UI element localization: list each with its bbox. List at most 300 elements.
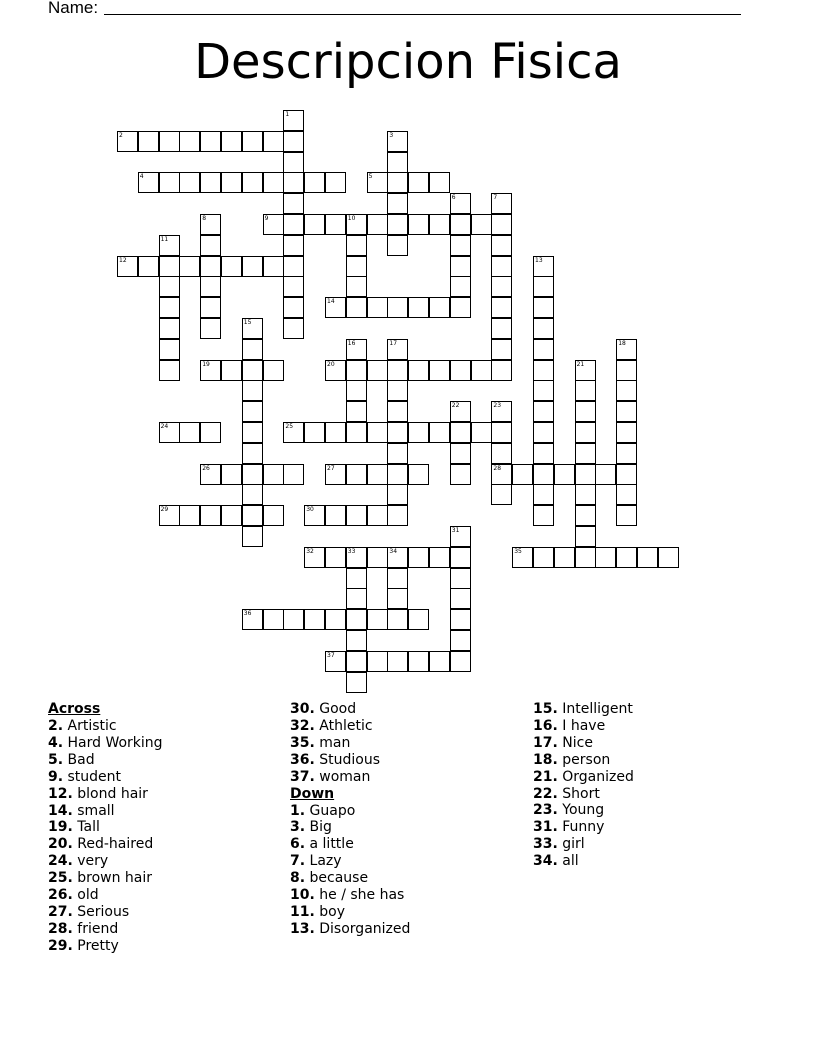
grid-cell[interactable] [367,464,388,485]
clue-item [48,836,163,853]
clue-text: a little [305,836,354,853]
clue-num: 29. [48,937,73,954]
grid-cell[interactable] [387,651,408,672]
grid-cell[interactable] [450,401,471,422]
grid-cell[interactable] [159,505,180,526]
clue-text: all [557,853,579,870]
grid-cell[interactable] [283,297,304,318]
clue-text: blond hair [72,785,148,802]
grid-cell[interactable] [616,360,637,381]
grid-cell[interactable] [325,464,346,485]
grid-cell[interactable] [450,235,471,256]
clue-num: 26. [48,887,73,904]
grid-cell[interactable] [325,214,346,235]
grid-cell[interactable] [304,422,325,443]
clue-num: 34. [533,853,558,870]
grid-cell[interactable] [242,401,263,422]
clue-item [533,701,634,718]
clue-num: 33. [533,836,558,853]
clue-item [290,769,410,786]
clue-text: Nice [557,734,593,751]
grid-cell[interactable] [575,484,596,505]
grid-cell[interactable] [408,547,429,568]
clue-item [48,752,163,769]
grid-cell[interactable] [491,318,512,339]
grid-cell[interactable] [637,547,658,568]
grid-cell[interactable] [429,214,450,235]
grid-cell[interactable] [450,588,471,609]
grid-cell[interactable] [471,214,492,235]
grid-cell[interactable] [367,651,388,672]
grid-cell[interactable] [346,276,367,297]
grid-cell[interactable] [346,672,367,693]
clue-text: Intelligent [557,701,633,717]
grid-cell[interactable] [179,256,200,277]
grid-cell[interactable] [491,193,512,214]
grid-cell[interactable] [616,464,637,485]
grid-cell[interactable] [450,422,471,443]
clue-number: 16 [347,339,356,347]
clue-num: 1. [290,802,306,819]
grid-cell[interactable] [159,297,180,318]
grid-cell[interactable] [325,547,346,568]
grid-cell[interactable] [283,318,304,339]
grid-cell[interactable] [159,318,180,339]
grid-cell[interactable] [263,360,284,381]
grid-cell[interactable] [491,484,512,505]
clue-number: 15 [243,319,252,326]
grid-cell[interactable] [283,276,304,297]
clue-num: 22. [533,785,558,802]
clue-number: 24 [160,423,169,430]
grid-cell[interactable] [346,214,367,235]
clue-number: 23 [493,402,502,410]
grid-cell[interactable] [512,547,533,568]
grid-cell[interactable] [616,484,637,505]
grid-cell[interactable] [450,464,471,485]
grid-cell[interactable] [471,422,492,443]
grid-cell[interactable] [491,297,512,318]
grid-cell[interactable] [367,505,388,526]
clue-text: very [72,853,109,870]
grid-cell[interactable] [263,172,284,193]
grid-cell[interactable] [512,464,533,485]
grid-cell[interactable] [200,256,221,277]
grid-cell[interactable] [533,360,554,381]
clue-number: 37 [327,651,335,659]
grid-cell[interactable] [200,360,221,381]
grid-cell[interactable] [429,547,450,568]
clue-item [48,718,163,735]
grid-cell[interactable] [263,131,284,152]
clue-text: Organized [557,768,634,785]
grid-cell[interactable] [491,276,512,297]
clue-text: Guapo [305,802,356,819]
grid-cell[interactable] [387,360,408,381]
grid-cell[interactable] [533,443,554,464]
grid-cell[interactable] [387,484,408,505]
grid-cell[interactable] [429,651,450,672]
grid-cell[interactable] [346,651,367,672]
grid-cell[interactable] [159,276,180,297]
grid-cell[interactable] [263,609,284,630]
grid-cell[interactable] [367,609,388,630]
grid-cell[interactable] [283,214,304,235]
grid-cell[interactable] [450,443,471,464]
grid-cell[interactable] [616,339,637,360]
grid-cell[interactable] [429,360,450,381]
grid-cell[interactable] [325,422,346,443]
grid-cell[interactable] [304,609,325,630]
clue-number: 27 [327,464,335,472]
grid-cell[interactable] [283,256,304,277]
grid-cell[interactable] [242,422,263,443]
clues-column-3 [533,701,634,870]
grid-cell[interactable] [533,339,554,360]
grid-cell[interactable] [200,422,221,443]
clue-item [48,769,163,786]
grid-cell[interactable] [450,568,471,589]
grid-cell[interactable] [221,256,242,277]
grid-cell[interactable] [387,235,408,256]
grid-cell[interactable] [304,214,325,235]
grid-cell[interactable] [242,131,263,152]
grid-cell[interactable] [450,360,471,381]
clue-num: 18. [533,751,558,768]
grid-cell[interactable] [117,256,138,277]
grid-cell[interactable] [387,214,408,235]
grid-cell[interactable] [325,297,346,318]
grid-cell[interactable] [242,380,263,401]
grid-cell[interactable] [575,443,596,464]
clue-num: 35. [290,734,315,751]
grid-cell[interactable] [387,464,408,485]
grid-cell[interactable] [429,422,450,443]
grid-cell[interactable] [367,172,388,193]
grid-cell[interactable] [200,214,221,235]
grid-cell[interactable] [346,547,367,568]
grid-cell[interactable] [554,464,575,485]
grid-cell[interactable] [304,172,325,193]
grid-cell[interactable] [325,360,346,381]
grid-cell[interactable] [491,422,512,443]
clue-num: 8. [290,870,306,887]
grid-cell[interactable] [387,609,408,630]
grid-cell[interactable] [387,193,408,214]
grid-cell[interactable] [575,401,596,422]
grid-cell[interactable] [533,318,554,339]
grid-cell[interactable] [408,172,429,193]
grid-cell[interactable] [200,464,221,485]
grid-cell[interactable] [616,401,637,422]
grid-cell[interactable] [346,609,367,630]
grid-cell[interactable] [283,464,304,485]
grid-cell[interactable] [450,214,471,235]
grid-cell[interactable] [533,380,554,401]
clue-item [290,904,410,921]
clue-number: 31 [451,527,460,534]
clue-number: 14 [327,298,335,306]
grid-cell[interactable] [283,152,304,173]
grid-cell[interactable] [595,464,616,485]
grid-cell[interactable] [387,131,408,152]
clue-text: Lazy [305,853,342,870]
grid-cell[interactable] [117,131,138,152]
grid-cell[interactable] [263,256,284,277]
grid-cell[interactable] [283,422,304,443]
grid-cell[interactable] [575,464,596,485]
grid-cell[interactable] [575,422,596,443]
grid-cell[interactable] [387,380,408,401]
grid-cell[interactable] [367,214,388,235]
grid-cell[interactable] [575,360,596,381]
grid-cell[interactable] [242,505,263,526]
grid-cell[interactable] [533,401,554,422]
grid-cell[interactable] [387,505,408,526]
clue-number: 36 [243,610,252,618]
grid-cell[interactable] [221,360,242,381]
grid-cell[interactable] [387,568,408,589]
grid-cell[interactable] [491,235,512,256]
grid-cell[interactable] [179,422,200,443]
grid-cell[interactable] [159,172,180,193]
grid-cell[interactable] [242,256,263,277]
grid-cell[interactable] [450,526,471,547]
grid-cell[interactable] [429,297,450,318]
grid-cell[interactable] [491,256,512,277]
clue-item [290,735,410,752]
grid-cell[interactable] [408,297,429,318]
grid-cell[interactable] [367,360,388,381]
grid-cell[interactable] [367,547,388,568]
grid-cell[interactable] [575,505,596,526]
grid-cell[interactable] [242,360,263,381]
clues-column-1 [48,701,163,955]
grid-cell[interactable] [408,651,429,672]
clue-num: 6. [290,836,306,853]
grid-cell[interactable] [533,256,554,277]
grid-cell[interactable] [533,547,554,568]
grid-cell[interactable] [346,505,367,526]
grid-cell[interactable] [325,505,346,526]
grid-cell[interactable] [283,110,304,131]
grid-cell[interactable] [179,131,200,152]
grid-cell[interactable] [387,443,408,464]
clue-num: 25. [48,870,73,887]
grid-cell[interactable] [283,235,304,256]
grid-cell[interactable] [325,172,346,193]
grid-cell[interactable] [408,464,429,485]
grid-cell[interactable] [471,360,492,381]
clue-num: 14. [48,802,73,819]
grid-cell[interactable] [200,505,221,526]
grid-cell[interactable] [283,172,304,193]
grid-cell[interactable] [159,360,180,381]
grid-cell[interactable] [533,484,554,505]
grid-cell[interactable] [200,276,221,297]
grid-cell[interactable] [616,380,637,401]
grid-cell[interactable] [242,464,263,485]
grid-cell[interactable] [616,422,637,443]
grid-cell[interactable] [367,422,388,443]
grid-cell[interactable] [242,172,263,193]
grid-cell[interactable] [346,360,367,381]
clue-text: person [557,751,611,768]
grid-cell[interactable] [138,256,159,277]
grid-cell[interactable] [533,505,554,526]
grid-cell[interactable] [159,339,180,360]
grid-cell[interactable] [387,588,408,609]
clue-num: 2. [48,718,64,734]
clue-num: 32. [290,717,315,734]
grid-cell[interactable] [387,547,408,568]
grid-cell[interactable] [387,401,408,422]
clue-num: 24. [48,853,73,870]
grid-cell[interactable] [263,464,284,485]
grid-cell[interactable] [283,609,304,630]
grid-cell[interactable] [346,380,367,401]
clue-item [533,819,634,836]
grid-cell[interactable] [346,401,367,422]
clue-item [290,870,410,887]
grid-cell[interactable] [200,172,221,193]
grid-cell[interactable] [304,505,325,526]
grid-cell[interactable] [346,568,367,589]
grid-cell[interactable] [450,256,471,277]
grid-cell[interactable] [408,422,429,443]
grid-cell[interactable] [200,318,221,339]
grid-cell[interactable] [346,256,367,277]
grid-cell[interactable] [387,339,408,360]
grid-cell[interactable] [387,422,408,443]
grid-cell[interactable] [387,152,408,173]
clue-num: 17. [533,734,558,751]
grid-cell[interactable] [242,609,263,630]
grid-cell[interactable] [491,360,512,381]
grid-cell[interactable] [408,214,429,235]
grid-cell[interactable] [242,443,263,464]
grid-cell[interactable] [346,588,367,609]
grid-cell[interactable] [616,547,637,568]
grid-cell[interactable] [575,380,596,401]
grid-cell[interactable] [346,339,367,360]
grid-cell[interactable] [138,131,159,152]
grid-cell[interactable] [450,547,471,568]
grid-cell[interactable] [179,505,200,526]
grid-cell[interactable] [554,547,575,568]
grid-cell[interactable] [595,547,616,568]
grid-cell[interactable] [346,630,367,651]
grid-cell[interactable] [159,256,180,277]
grid-cell[interactable] [200,297,221,318]
grid-cell[interactable] [263,214,284,235]
grid-cell[interactable] [325,651,346,672]
grid-cell[interactable] [221,131,242,152]
clue-number: 26 [202,464,210,472]
grid-cell[interactable] [450,651,471,672]
grid-cell[interactable] [200,131,221,152]
grid-cell[interactable] [283,131,304,152]
clue-item [48,938,163,955]
grid-cell[interactable] [491,464,512,485]
grid-cell[interactable] [450,630,471,651]
grid-cell[interactable] [450,276,471,297]
grid-cell[interactable] [367,297,388,318]
grid-cell[interactable] [533,276,554,297]
grid-cell[interactable] [346,235,367,256]
grid-cell[interactable] [242,526,263,547]
grid-cell[interactable] [346,464,367,485]
grid-cell[interactable] [491,214,512,235]
grid-cell[interactable] [346,297,367,318]
grid-cell[interactable] [491,401,512,422]
grid-cell[interactable] [159,131,180,152]
grid-cell[interactable] [221,464,242,485]
grid-cell[interactable] [283,193,304,214]
grid-cell[interactable] [221,172,242,193]
grid-cell[interactable] [575,547,596,568]
grid-cell[interactable] [450,609,471,630]
grid-cell[interactable] [242,484,263,505]
grid-cell[interactable] [491,443,512,464]
grid-cell[interactable] [346,422,367,443]
grid-cell[interactable] [159,422,180,443]
clue-num: 21. [533,768,558,785]
grid-cell[interactable] [242,318,263,339]
clue-item [48,819,163,836]
clue-number: 10 [347,215,356,222]
grid-cell[interactable] [616,505,637,526]
grid-cell[interactable] [533,297,554,318]
grid-cell[interactable] [575,526,596,547]
grid-cell[interactable] [387,172,408,193]
clue-text: Serious [72,903,130,920]
grid-cell[interactable] [304,547,325,568]
clue-number: 25 [285,423,294,430]
name-label: Name: [48,0,99,17]
grid-cell[interactable] [533,464,554,485]
grid-cell[interactable] [616,443,637,464]
grid-cell[interactable] [325,609,346,630]
grid-cell[interactable] [408,360,429,381]
grid-cell[interactable] [159,235,180,256]
grid-cell[interactable] [450,297,471,318]
grid-cell[interactable] [263,505,284,526]
grid-cell[interactable] [429,172,450,193]
clue-text: small [72,802,115,819]
clue-text: Athletic [314,717,373,734]
grid-cell[interactable] [179,172,200,193]
clue-num: 4. [48,734,64,751]
grid-cell[interactable] [242,339,263,360]
clue-number: 6 [451,194,456,202]
grid-cell[interactable] [387,297,408,318]
clue-item [48,786,163,803]
grid-cell[interactable] [491,339,512,360]
grid-cell[interactable] [221,505,242,526]
grid-cell[interactable] [138,172,159,193]
clue-text: Bad [63,751,95,768]
grid-cell[interactable] [533,422,554,443]
clue-item [533,802,634,819]
grid-cell[interactable] [450,193,471,214]
clue-number: 20 [327,360,335,368]
grid-cell[interactable] [658,547,679,568]
grid-cell[interactable] [408,609,429,630]
grid-cell[interactable] [200,235,221,256]
clue-number: 8 [202,215,207,222]
clue-number: 5 [368,173,373,181]
